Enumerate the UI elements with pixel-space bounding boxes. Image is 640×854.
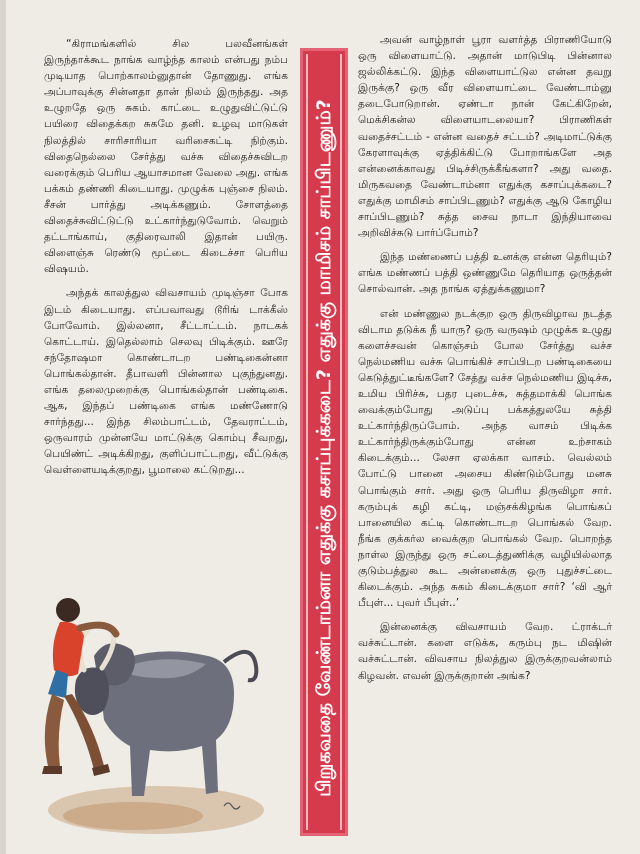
right-paragraph-4: இன்னைக்கு விவசாயம் வேற. ட்ராக்டர் வச்சுட்டான். களை எடுக்க, கரும்பு நட மிஷின் வச்சுட்டான். விவசாய நிலத்துல இருக்குறவன்லாம் கிழவன். எவன் இருக்குறான் அங்க? [358,621,612,682]
headline-banner [300,48,348,836]
right-paragraph-2: இந்த மண்ணைப் பத்தி உனக்கு என்ன தெரியும்? எங்க மண்ணப் பத்தி ஒண்ணுமே தெரியாத ஒருத்தன் சொல்வான். அத நாங்க ஏத்துக்கணுமா? [358,251,612,296]
jallikattu-illustration [38,570,264,840]
left-column [44,36,288,487]
left-paragraph-2: அந்தக் காலத்துல விவசாயம் முடிஞ்சா போக இடம் கிடையாது. எப்பவாவது டூரிங் டாக்கீஸ் போவோம். இல்லனா, சீட்டாட்டம். நாடகக் கொட்டாய். இதெல்லாம் செலவு பிடிக்கும். ஊரே சந்தோஷமா கொண்டாடற பண்டிகைன்னா பொங்கல்தான். தீபாவளி பின்னால புகுந்துனது. எங்க தலைமுறைக்கு பொங்கல்தான் பண்டிகை. ஆக, இந்தப் பண்டிகை எங்க மண்ணோடு சார்ந்தது... இந்த சிலம்பாட்டம், தேவராட்டம், ஒருவாரம் முன்னயே மாட்டுக்கு கொம்பு சீவறது, பெயிண்ட் அடிக்கிறது, குளிப்பாட்டறது, வீட்டுக்கு வெள்ளையடிக்குறது, பூமாலை கட்டுறது... [44,287,288,477]
bull-tamer-icon [38,570,264,840]
banner-headline: பிறுகவதை வேண்டாம்னா எதுக்கு கசாப்புக்கடை? எதுக்கு மாமிசம் சாப்பிடணும்? [313,99,335,797]
right-paragraph-1: அவன் வாழ்நாள் பூரா வளர்த்த பிராணியோடு ஒரு விளையாட்டு. அதான் மாடுபிடி பின்னால ஜல்லிக்கட்டு. இந்த விளையாட்டுல என்ன தவறு இருக்கு? ஒரு வீர விளையாட்டை வேண்டாம்னு தடைபோடுறான். ஏண்டா நான் கேட்கிறேன், மெக்சிகன்ல விளையாடலையா? பிராணிகள் வதைச்சட்டம் - என்ன வதைச் சட்டம்? அடிமாட்டுக்கு கேரளாவுக்கு ஏத்திக்கிட்டு போறாங்களே அத என்னைக்காவது பிடிச்சிருக்கீங்களா? அது வதை. மிருகவதை வேண்டாம்னா எதுக்கு கசாப்புக்கடை? எதுக்கு மாமிசம் சாப்பிடணும்? எதுக்கு ஆடு கோழிய சாப்பிடணும்? சுத்த சைவ நாடா இந்தியாவை அறிவிச்சுடு பார்ப்போம்? [358,34,612,240]
right-paragraph-3: என் மண்ணுல நடக்குற ஒரு திருவிழாவ நடத்த விடாம தடுக்க நீ யாரு? ஒரு வருஷம் முழுக்க உழுது களைச்சவன் கொஞ்சம் போல சேர்த்து வச்ச நெல்மணிய வச்சு பொங்கிச் சாப்பிடற பண்டிகையை கெடுத்துட்டீங்களே? சேத்து வச்ச நெல்மணிய இடிச்சு, உமிய பிரிச்சு, பதர புடைச்சு, சுத்தமாக்கி பொங்க வைக்கும்போது அடுப்பு பக்கத்துலயே சுத்தி உட்கார்ந்திருப்போம். அந்த வாசம் பிடிக்க உட்கார்ந்திருக்கும்போது என்ன உற்சாகம் கிடைக்கும்... லேசா ஏலக்கா வாசம். வெல்லம் போட்டு பானை அசைய கிண்டும்போது மனசு பொங்கும் சார். அது ஒரு பெரிய திருவிழா சார். கரும்புக் கழி கட்டி, மஞ்சக்கிழங்க பொங்கப் பானையில கட்டி கொண்டாடற பொங்கல் வேற. நீங்க குக்கர்ல வைக்குற பொங்கல் வேற. பொறந்த நாள்ல இருந்து ஒரு சட்டைத்துணிக்கு வழியில்லாத குடும்பத்துல கூட அன்னைக்கு ஒரு புதுச்சட்டை கிடைக்கும். அந்த சுகம் கிடைக்குமா சார்? ‘வி ஆர் பீபுள்... புவர் பீபுள்..’ [358,307,612,610]
right-column [358,32,612,692]
left-paragraph-1: “கிராமங்களில் சில பலவீனங்கள் இருந்தாக்கூட நாங்க வாழ்ந்த காலம் என்பது நம்ப முடியாத பொற்காலம்னுதான் தோணுது. எங்க அப்பாவுக்கு சின்னதா தான் நிலம் இருந்தது. அத உழுறதே ஒரு சுகம். காட்டை உழுதுவிட்டுட்டு பயிரை விதைக்கற சுகமே தனி. உழவு மாடுகள் நிலத்தில் சாரிசாரியா வரிசைகட்டி நிற்கும். விதைநெல்லை சேர்த்து வச்சு விதைச்சுவிடற வரைக்கும் பெரிய ஆயாசமான வேலை அது. எங்க பக்கம் தண்ணி கிடையாது. முழுக்க புஞ்சை நிலம். சீசன் பார்த்து அடிக்கணும். சோளத்தை விதைச்சுவிட்டுட்டு உட்கார்ந்துடுவோம். வெறும் தட்டாங்காய், குதிரைவாலி இதான் பயிரு. விளைஞ்சு ரெண்டு மூட்டை கிடைச்சா பெரிய விஷயம். [44,38,288,276]
scan-edge [0,0,6,854]
